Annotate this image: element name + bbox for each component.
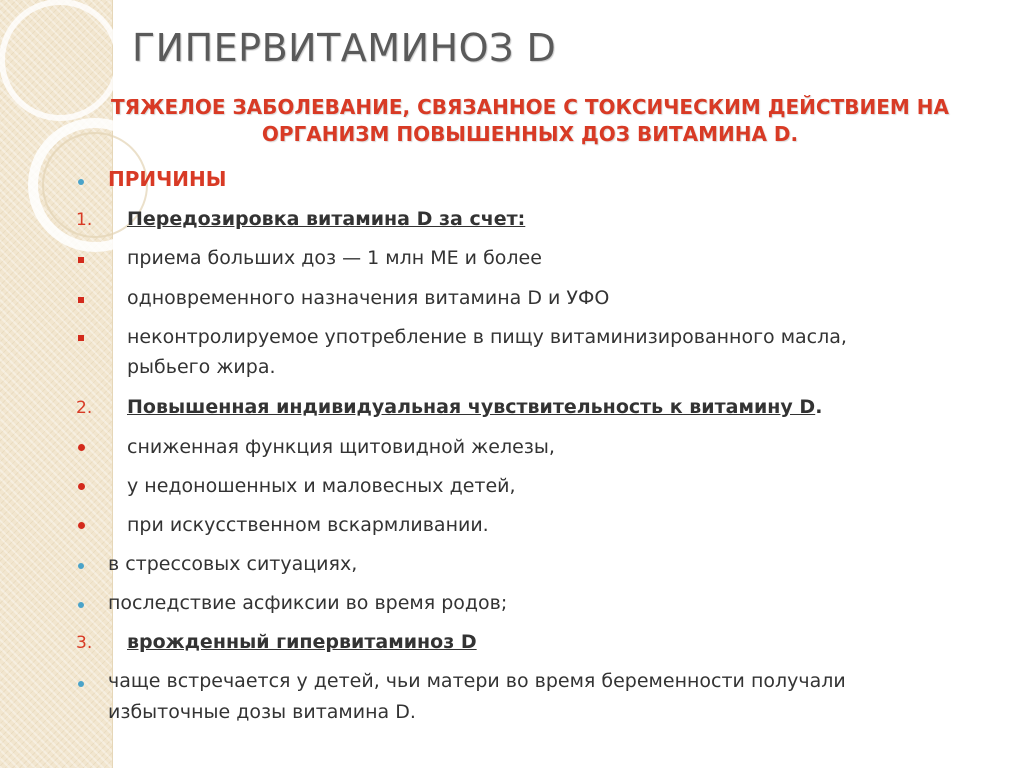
red-dot-bullet-icon	[78, 432, 85, 460]
page-title: ГИПЕРВИТАМИНОЗ D	[132, 26, 557, 70]
list-item: неконтролируемое употребление в пищу витаминизированного масла,	[127, 326, 847, 348]
list-item: сниженная функция щитовидной железы,	[127, 436, 555, 458]
bullet-blue-icon	[78, 589, 84, 617]
subtitle-line-2: ОРГАНИЗМ ПОВЫШЕННЫХ ДОЗ ВИТАМИНА D.	[261, 122, 799, 146]
list-item: чаще встречается у детей, чьи матери во время беременности получали	[108, 670, 846, 692]
list-item-continuation: рыбьего жира.	[127, 356, 276, 378]
bullet-blue-icon	[78, 166, 84, 194]
red-dot-bullet-icon	[78, 510, 85, 538]
list-item: одновременного назначения витамина D и УФО	[127, 287, 610, 309]
cause-2-tail: .	[815, 396, 823, 418]
list-item: в стрессовых ситуациях,	[108, 553, 358, 575]
square-bullet-icon	[78, 244, 84, 272]
square-bullet-icon	[78, 284, 84, 312]
list-number-1: 1.	[76, 210, 93, 230]
cause-2-text: Повышенная индивидуальная чувствительность к витамину D	[127, 396, 816, 418]
list-item-continuation: избыточные дозы витамина D.	[108, 701, 416, 723]
red-dot-bullet-icon	[78, 471, 85, 499]
list-item: при искусственном вскармливании.	[127, 514, 489, 536]
list-item-cause-3: врожденный гипервитаминоз D	[127, 631, 477, 653]
list-number-3: 3.	[76, 633, 93, 653]
list-item: у недоношенных и маловесных детей,	[127, 475, 516, 497]
list-item: приема больших доз — 1 млн МЕ и более	[127, 247, 542, 269]
list-number-2: 2.	[76, 398, 93, 418]
list-item: последствие асфиксии во время родов;	[108, 592, 508, 614]
list-item-cause-2	[127, 393, 822, 421]
square-bullet-icon	[78, 322, 84, 350]
list-item-cause-1: Передозировка витамина D за счет:	[127, 208, 526, 230]
causes-heading: ПРИЧИНЫ	[108, 167, 227, 191]
bullet-blue-icon	[78, 668, 84, 696]
bullet-blue-icon	[78, 550, 84, 578]
subtitle-line-1: ТЯЖЕЛОЕ ЗАБОЛЕВАНИЕ, СВЯЗАННОЕ С ТОКСИЧЕСКИМ ДЕЙСТВИЕМ НА	[111, 95, 949, 119]
